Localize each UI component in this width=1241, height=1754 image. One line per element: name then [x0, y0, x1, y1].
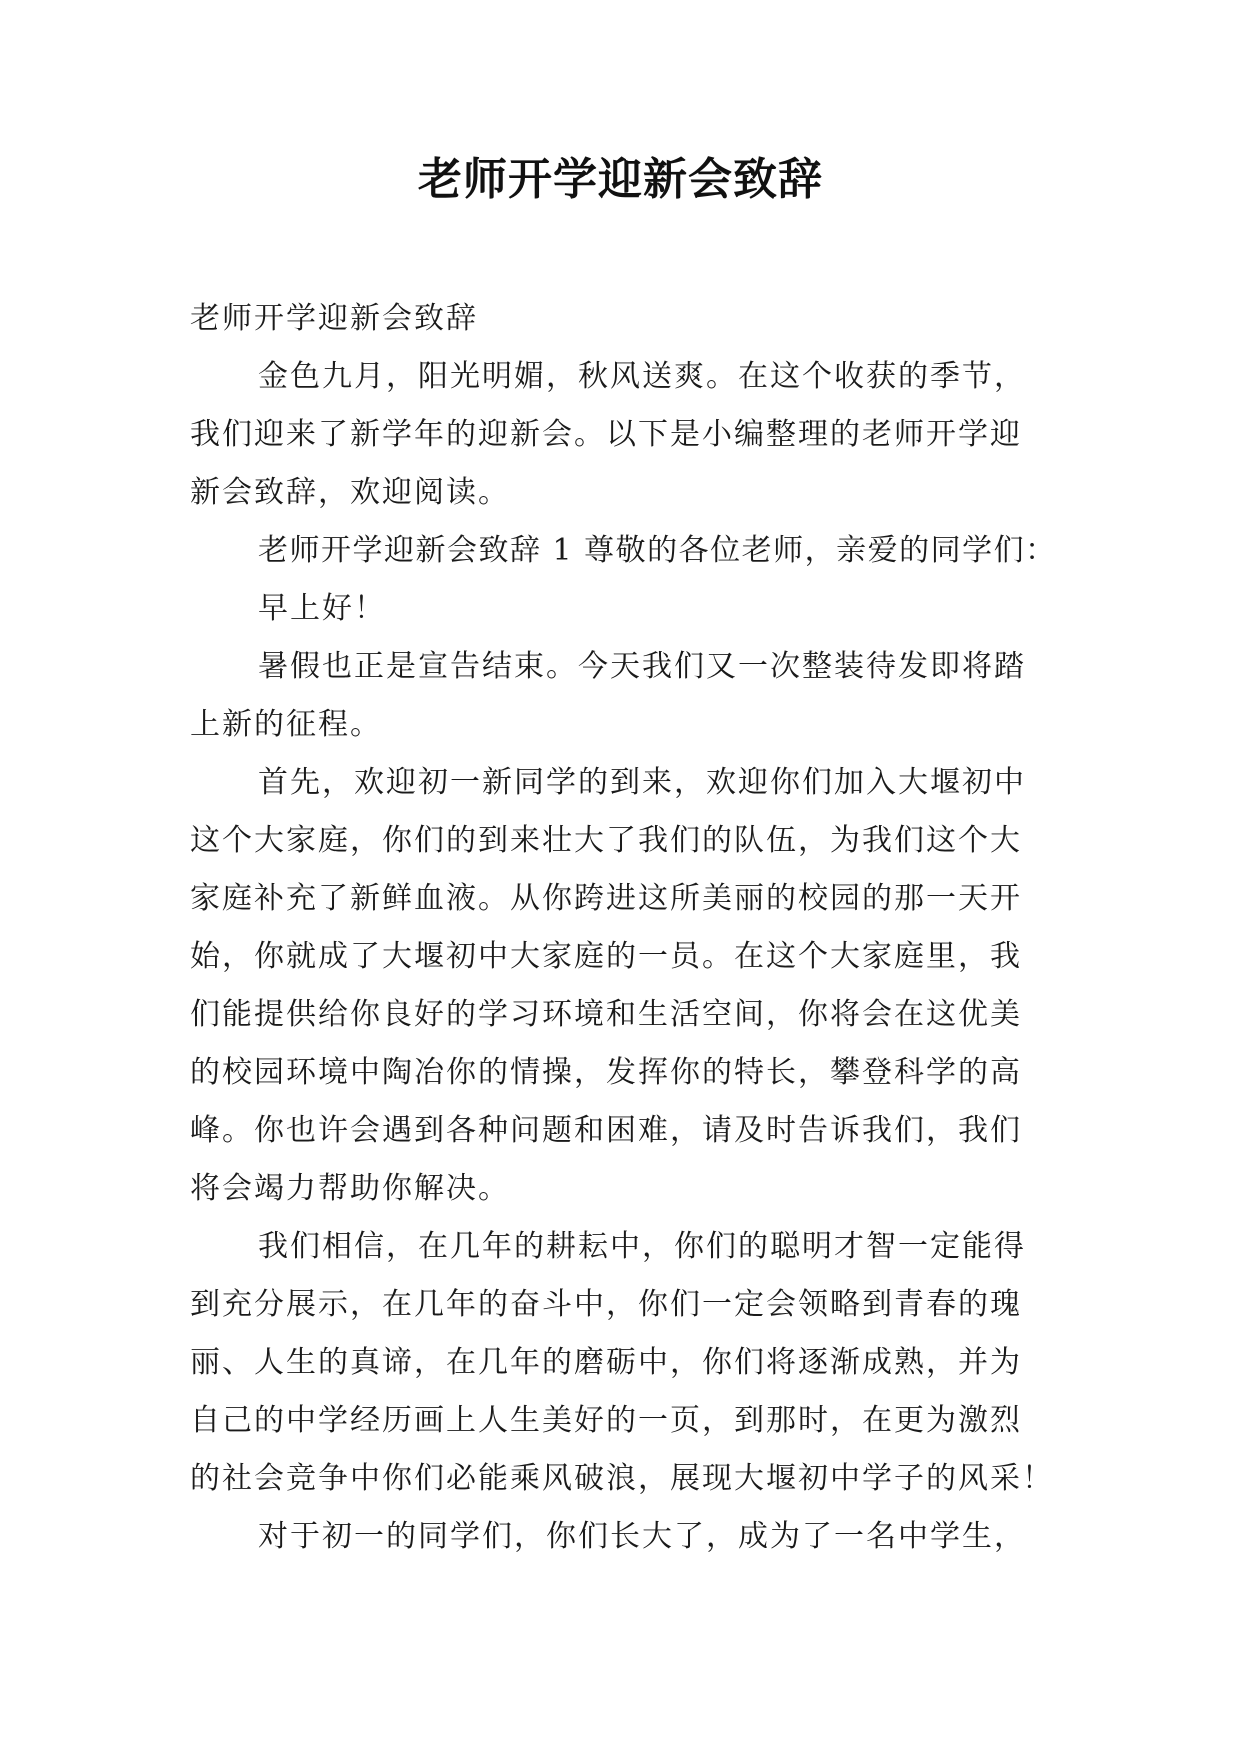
body-line: 的社会竞争中你们必能乘风破浪，展现大堰初中学子的风采！: [190, 1461, 1054, 1496]
body-line: 这个大家庭，你们的到来壮大了我们的队伍，为我们这个大: [190, 823, 1022, 858]
document-title: 老师开学迎新会致辞: [418, 154, 823, 205]
body-line: 丽、人生的真谛，在几年的磨砺中，你们将逐渐成熟，并为: [190, 1345, 1022, 1380]
body-line: 金色九月，阳光明媚，秋风送爽。在这个收获的季节，: [258, 359, 1026, 394]
document-body: [190, 290, 1060, 1566]
body-line: 将会竭力帮助你解决。: [190, 1171, 510, 1206]
body-line: 自己的中学经历画上人生美好的一页，到那时，在更为激烈: [190, 1403, 1022, 1438]
body-line: 们能提供给你良好的学习环境和生活空间，你将会在这优美: [190, 997, 1022, 1032]
body-line: 始，你就成了大堰初中大家庭的一员。在这个大家庭里，我: [190, 939, 1022, 974]
body-line: 上新的征程。: [190, 707, 382, 742]
body-line: 家庭补充了新鲜血液。从你跨进这所美丽的校园的那一天开: [190, 881, 1022, 916]
body-line: 峰。你也许会遇到各种问题和困难，请及时告诉我们，我们: [190, 1113, 1022, 1148]
body-line: 暑假也正是宣告结束。今天我们又一次整装待发即将踏: [258, 649, 1026, 684]
body-line: 新会致辞，欢迎阅读。: [190, 475, 510, 510]
body-line: 老师开学迎新会致辞: [190, 301, 478, 336]
body-line: 早上好！: [258, 591, 386, 626]
body-line: 老师开学迎新会致辞 1 尊敬的各位老师，亲爱的同学们：: [258, 533, 1057, 568]
body-line: 对于初一的同学们，你们长大了，成为了一名中学生，: [258, 1519, 1026, 1554]
body-line: 到充分展示，在几年的奋斗中，你们一定会领略到青春的瑰: [190, 1287, 1022, 1322]
body-line: 的校园环境中陶冶你的情操，发挥你的特长，攀登科学的高: [190, 1055, 1022, 1090]
body-line: 我们相信，在几年的耕耘中，你们的聪明才智一定能得: [258, 1229, 1026, 1264]
body-line: 我们迎来了新学年的迎新会。以下是小编整理的老师开学迎: [190, 417, 1022, 452]
body-line: 首先，欢迎初一新同学的到来，欢迎你们加入大堰初中: [258, 765, 1026, 800]
